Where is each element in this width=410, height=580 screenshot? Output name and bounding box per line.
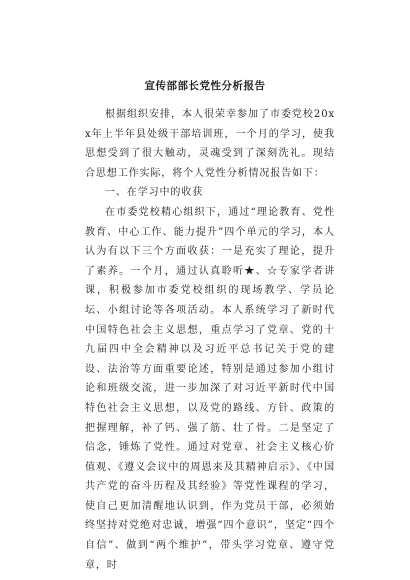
document-title: 宣传部部长党性分析报告 xyxy=(144,80,266,92)
section-heading-gains: 一、在学习中的收获 xyxy=(105,187,204,199)
document-body xyxy=(85,105,335,575)
paragraph-intro: 根据组织安排，本人很荣幸参加了市委党校20xx年上半年县处级干部培训班，一个月的学习，使我思想受到了很大触动，灵魂受到了深刻洗礼。现结合思想工作实际，将个人党性分析情况报告如下： xyxy=(85,109,335,179)
paragraph-gains: 在市委党校精心组织下，通过“理论教育、党性教育、中心工作、能力提升”四个单元的学习，本人认为有以下三个方面收获：一是充实了理论，提升了素养。一个月，通过认真聆听★、☆专家学者讲课，积极参加市委党校组织的现场教学、学员论坛、小组讨论等各项活动。本人系统学习了新时代中国特色社会主义思想，重点学习了党章、党的十九届四中全会精神以及习近平总书记关于党的建设、法治等方面重要论述，特别是通过参加小组讨论和班级交流，进一步加深了对习近平新时代中国特色社会主义思想，以及党的路线、方针、政策的把握理解，补了钙、强了筋、壮了骨。二是坚定了信念，锤炼了党性。通过对党章、社会主义核心价值观、《遵义会议中的周恩来及其精神启示》、《中国共产党的奋斗历程及其经验》等党性课程的学习，使自己更加清醒地认识到，作为党员干部，必须始终坚持对党绝对忠诚，增强“四个意识”，坚定“四个自信”、做到“两个维护”，带头学习党章、遵守党章，时 xyxy=(85,206,335,571)
